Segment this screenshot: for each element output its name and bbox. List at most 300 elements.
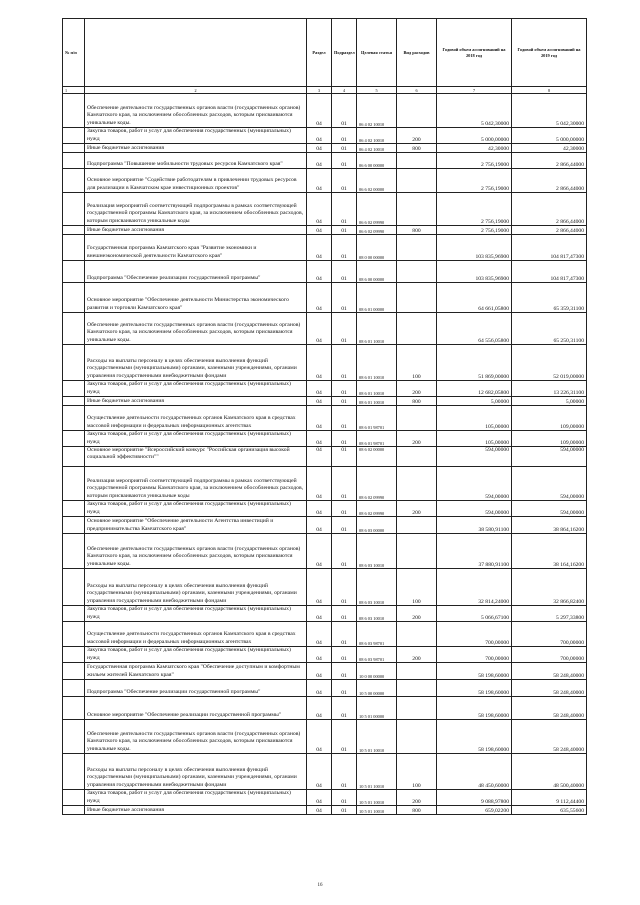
- cell-volume-2018: 2 756,19000: [437, 153, 512, 169]
- cell-section: 04: [307, 235, 332, 261]
- cell-number: [63, 647, 85, 663]
- cell-volume-2019: 42,30000: [512, 144, 587, 153]
- cell-number: [63, 345, 85, 381]
- cell-item-name: Основное мероприятие "Обеспечение деятельности Агентства инвестиций и предпринимательства Камчатского края": [85, 517, 307, 534]
- cell-target-item: 08 6 03 10010: [357, 606, 397, 622]
- cell-section: 04: [307, 226, 332, 235]
- cell-expense-type: [397, 534, 437, 569]
- cell-volume-2019: 58 248,40000: [512, 680, 587, 697]
- cell-subsection: 01: [332, 501, 357, 517]
- cell-volume-2019: 38 864,16200: [512, 517, 587, 534]
- cell-item-name: Закупка товаров, работ и услуг для обеспечения государственных (муниципальных) нужд: [85, 381, 307, 397]
- cell-subsection: 01: [332, 128, 357, 144]
- cell-number: [63, 381, 85, 397]
- cell-volume-2019: 58 248,40000: [512, 720, 587, 754]
- header-no: № п/п: [63, 19, 85, 87]
- cell-volume-2018: 103 835,96900: [437, 261, 512, 283]
- table-row: [63, 622, 587, 647]
- cell-subsection: 01: [332, 647, 357, 663]
- cell-volume-2018: 5 000,00000: [437, 128, 512, 144]
- cell-section: 04: [307, 283, 332, 313]
- cell-item-name: Закупка товаров, работ и услуг для обеспечения государственных (муниципальных) нужд: [85, 431, 307, 447]
- cell-item-name: Иные бюджетные ассигнования: [85, 144, 307, 153]
- cell-target-item: 06 6 00 00000: [357, 153, 397, 169]
- cell-target-item: 10 5 01 10010: [357, 754, 397, 790]
- cell-subsection: 01: [332, 193, 357, 226]
- cell-number: [63, 501, 85, 517]
- cell-section: 04: [307, 397, 332, 406]
- cell-volume-2019: 65 250,31100: [512, 313, 587, 345]
- cell-number: [63, 128, 85, 144]
- header-section: Раздел: [307, 19, 332, 87]
- cell-section: 04: [307, 144, 332, 153]
- cell-expense-type: 200: [397, 606, 437, 622]
- cell-volume-2018: 5,00000: [437, 397, 512, 406]
- cell-section: 04: [307, 663, 332, 680]
- cell-number: [63, 720, 85, 754]
- cell-volume-2018: 9 088,97800: [437, 790, 512, 806]
- cell-subsection: 01: [332, 226, 357, 235]
- cell-item-name: Основное мероприятие "Содействие работодателям в привлечении трудовых ресурсов для реализации в Камчатском крае инвестиционных проектов": [85, 169, 307, 193]
- table-row: [63, 94, 587, 128]
- cell-target-item: 06 4 02 10010: [357, 94, 397, 128]
- cell-subsection: 01: [332, 144, 357, 153]
- cell-item-name: Закупка товаров, работ и услуг для обеспечения государственных (муниципальных) нужд: [85, 128, 307, 144]
- cell-target-item: 08 6 03 10010: [357, 569, 397, 606]
- cell-target-item: 08 6 03 10010: [357, 534, 397, 569]
- cell-section: 04: [307, 790, 332, 806]
- cell-expense-type: 200: [397, 128, 437, 144]
- cell-section: 04: [307, 467, 332, 501]
- cell-volume-2019: 5 042,30000: [512, 94, 587, 128]
- column-number: 4: [332, 87, 357, 94]
- cell-number: [63, 261, 85, 283]
- table-row: [63, 663, 587, 680]
- cell-volume-2018: 42,30000: [437, 144, 512, 153]
- cell-volume-2018: 5 042,30000: [437, 94, 512, 128]
- table-row: [63, 680, 587, 697]
- table-row: [63, 235, 587, 261]
- cell-target-item: 08 6 01 10010: [357, 313, 397, 345]
- cell-section: 04: [307, 697, 332, 720]
- cell-target-item: 08 6 01 10010: [357, 397, 397, 406]
- cell-number: [63, 697, 85, 720]
- cell-volume-2018: 594,00000: [437, 501, 512, 517]
- cell-volume-2018: 12 682,05800: [437, 381, 512, 397]
- cell-expense-type: [397, 622, 437, 647]
- cell-volume-2018: 58 198,60000: [437, 663, 512, 680]
- header-name: [85, 19, 307, 87]
- header-volume-2019: Годовой объем ассигнований на 2019 год: [512, 19, 587, 87]
- cell-item-name: Основное мероприятие "Обеспечение деятельности Министерства экономического развития и торговли Камчатского края": [85, 283, 307, 313]
- cell-target-item: 06 4 02 10010: [357, 128, 397, 144]
- cell-item-name: Основное мероприятие "Обеспечение реализации государственной программы": [85, 697, 307, 720]
- cell-subsection: 01: [332, 663, 357, 680]
- cell-target-item: 10 0 00 00000: [357, 663, 397, 680]
- column-number-row: [63, 87, 587, 94]
- cell-subsection: 01: [332, 261, 357, 283]
- cell-volume-2019: 13 226,31100: [512, 381, 587, 397]
- cell-number: [63, 622, 85, 647]
- cell-section: 04: [307, 261, 332, 283]
- cell-item-name: Подпрограмма "Обеспечение реализации государственной программы": [85, 680, 307, 697]
- column-number: 6: [397, 87, 437, 94]
- table-row: [63, 720, 587, 754]
- cell-subsection: 01: [332, 431, 357, 447]
- cell-number: [63, 806, 85, 815]
- cell-target-item: 06 4 02 10010: [357, 144, 397, 153]
- cell-expense-type: [397, 153, 437, 169]
- table-row: [63, 169, 587, 193]
- cell-section: 04: [307, 128, 332, 144]
- cell-target-item: 08 6 01 00000: [357, 283, 397, 313]
- cell-target-item: 08 6 00 00000: [357, 261, 397, 283]
- table-row: [63, 128, 587, 144]
- table-row: [63, 313, 587, 345]
- cell-item-name: Осуществление деятельности государственных органов Камчатского края в средствах массовой информации и федеральных информационных агентствах: [85, 622, 307, 647]
- cell-volume-2019: 52 019,00000: [512, 345, 587, 381]
- cell-volume-2018: 2 756,19000: [437, 226, 512, 235]
- cell-expense-type: [397, 94, 437, 128]
- cell-expense-type: [397, 169, 437, 193]
- cell-expense-type: 200: [397, 431, 437, 447]
- table-row: [63, 153, 587, 169]
- cell-section: 04: [307, 606, 332, 622]
- cell-target-item: 08 6 03 00000: [357, 517, 397, 534]
- cell-item-name: Расходы на выплаты персоналу в целях обеспечения выполнения функций государственными (муниципальными) органами, казенными учреждениями, органами управления государственными внебюджетными фондами: [85, 569, 307, 606]
- table-row: [63, 406, 587, 431]
- cell-number: [63, 144, 85, 153]
- cell-subsection: 01: [332, 697, 357, 720]
- cell-section: 04: [307, 94, 332, 128]
- cell-item-name: Обеспечение деятельности государственных органов власти (государственных органов) Камчатского края, за исключением обособленных расходов, которым присваиваются уникальные коды.: [85, 720, 307, 754]
- cell-expense-type: [397, 283, 437, 313]
- page-number: 16: [317, 883, 323, 888]
- cell-subsection: 01: [332, 606, 357, 622]
- cell-volume-2019: 2 866,44000: [512, 153, 587, 169]
- cell-expense-type: [397, 517, 437, 534]
- cell-target-item: 10 5 01 10010: [357, 806, 397, 815]
- cell-volume-2018: 64 556,05800: [437, 313, 512, 345]
- cell-expense-type: [397, 663, 437, 680]
- cell-number: [63, 534, 85, 569]
- cell-section: 04: [307, 381, 332, 397]
- cell-number: [63, 431, 85, 447]
- cell-volume-2019: 5,00000: [512, 397, 587, 406]
- cell-expense-type: [397, 406, 437, 431]
- cell-expense-type: 200: [397, 647, 437, 663]
- cell-volume-2019: 2 866,44000: [512, 169, 587, 193]
- cell-volume-2018: 103 835,96900: [437, 235, 512, 261]
- table-row: [63, 283, 587, 313]
- cell-subsection: 01: [332, 569, 357, 606]
- table-row: [63, 606, 587, 622]
- cell-volume-2019: 5 000,00000: [512, 128, 587, 144]
- cell-volume-2018: 51 869,00000: [437, 345, 512, 381]
- cell-item-name: Обеспечение деятельности государственных органов власти (государственных органов) Камчатского края, за исключением обособленных расходов, которым присваиваются уникальные коды.: [85, 534, 307, 569]
- table-row: [63, 397, 587, 406]
- cell-expense-type: 800: [397, 144, 437, 153]
- table-row: [63, 569, 587, 606]
- cell-section: 04: [307, 680, 332, 697]
- cell-target-item: 08 6 03 98701: [357, 622, 397, 647]
- cell-subsection: 01: [332, 153, 357, 169]
- table-row: [63, 534, 587, 569]
- cell-volume-2018: 594,00000: [437, 467, 512, 501]
- table-row: [63, 467, 587, 501]
- cell-item-name: Подпрограмма "Обеспечение реализации государственной программы": [85, 261, 307, 283]
- column-number: 3: [307, 87, 332, 94]
- cell-target-item: 08 6 01 98701: [357, 431, 397, 447]
- cell-number: [63, 467, 85, 501]
- cell-section: 04: [307, 193, 332, 226]
- header-volume-2018: Годовой объем ассигнований на 2018 год: [437, 19, 512, 87]
- cell-item-name: Обеспечение деятельности государственных органов власти (государственных органов) Камчатского края, за исключением обособленных расходов, которым присваиваются уникальные коды.: [85, 313, 307, 345]
- cell-expense-type: [397, 193, 437, 226]
- cell-volume-2018: 2 756,19000: [437, 193, 512, 226]
- cell-volume-2018: 64 661,05800: [437, 283, 512, 313]
- cell-subsection: 01: [332, 622, 357, 647]
- cell-item-name: Обеспечение деятельности государственных органов власти (государственных органов) Камчатского края, за исключением обособленных расходов, которым присваиваются уникальные коды.: [85, 94, 307, 128]
- cell-volume-2018: 32 814,24000: [437, 569, 512, 606]
- cell-number: [63, 94, 85, 128]
- table-row: [63, 754, 587, 790]
- cell-volume-2018: 700,00000: [437, 622, 512, 647]
- cell-item-name: Иные бюджетные ассигнования: [85, 226, 307, 235]
- cell-volume-2018: 58 198,60000: [437, 697, 512, 720]
- cell-expense-type: [397, 467, 437, 501]
- cell-expense-type: 200: [397, 501, 437, 517]
- table-row: [63, 345, 587, 381]
- cell-target-item: 10 5 00 00000: [357, 680, 397, 697]
- cell-volume-2018: 594,00000: [437, 447, 512, 467]
- cell-volume-2018: 105,00000: [437, 406, 512, 431]
- cell-subsection: 01: [332, 169, 357, 193]
- cell-number: [63, 517, 85, 534]
- cell-target-item: 10 5 01 10010: [357, 790, 397, 806]
- cell-volume-2019: 2 866,44000: [512, 226, 587, 235]
- cell-volume-2018: 37 880,91100: [437, 534, 512, 569]
- column-number: 5: [357, 87, 397, 94]
- table-row: [63, 790, 587, 806]
- cell-expense-type: [397, 447, 437, 467]
- cell-item-name: Государственная программа Камчатского края "Обеспечение доступным и комфортным жильем жителей Камчатского края": [85, 663, 307, 680]
- cell-subsection: 01: [332, 806, 357, 815]
- cell-item-name: Реализация мероприятий соответствующей подпрограммы в рамках соответствующей государственной программы Камчатского края, за исключением обособленных расходов, которым присваиваются уникальные коды: [85, 193, 307, 226]
- column-number: 1: [63, 87, 85, 94]
- table-row: [63, 193, 587, 226]
- budget-table: [62, 18, 587, 815]
- cell-number: [63, 790, 85, 806]
- cell-section: 04: [307, 517, 332, 534]
- cell-target-item: 08 0 00 00000: [357, 235, 397, 261]
- cell-expense-type: [397, 261, 437, 283]
- cell-section: 04: [307, 569, 332, 606]
- cell-expense-type: 800: [397, 806, 437, 815]
- cell-section: 04: [307, 447, 332, 467]
- cell-volume-2018: 2 756,19000: [437, 169, 512, 193]
- table-row: [63, 144, 587, 153]
- column-number: 8: [512, 87, 587, 94]
- cell-volume-2019: 5 297,33800: [512, 606, 587, 622]
- cell-number: [63, 193, 85, 226]
- cell-item-name: Закупка товаров, работ и услуг для обеспечения государственных (муниципальных) нужд: [85, 790, 307, 806]
- cell-volume-2019: 32 866,82400: [512, 569, 587, 606]
- cell-expense-type: [397, 313, 437, 345]
- cell-number: [63, 406, 85, 431]
- cell-target-item: 08 6 02 09990: [357, 467, 397, 501]
- cell-target-item: 08 6 02 09990: [357, 501, 397, 517]
- cell-subsection: 01: [332, 467, 357, 501]
- cell-item-name: Закупка товаров, работ и услуг для обеспечения государственных (муниципальных) нужд: [85, 647, 307, 663]
- cell-subsection: 01: [332, 680, 357, 697]
- cell-subsection: 01: [332, 447, 357, 467]
- cell-expense-type: 100: [397, 754, 437, 790]
- cell-subsection: 01: [332, 94, 357, 128]
- cell-number: [63, 283, 85, 313]
- cell-subsection: 01: [332, 235, 357, 261]
- cell-number: [63, 153, 85, 169]
- cell-volume-2019: 2 866,44000: [512, 193, 587, 226]
- cell-volume-2019: 594,00000: [512, 467, 587, 501]
- cell-target-item: 08 6 01 10010: [357, 381, 397, 397]
- cell-item-name: Реализация мероприятий соответствующей подпрограммы в рамках соответствующей государственной программы Камчатского края, за исключением обособленных расходов, которым присваиваются уникальные коды: [85, 467, 307, 501]
- cell-item-name: Осуществление деятельности государственных органов Камчатского края в средствах массовой информации и федеральных информационных агентствах: [85, 406, 307, 431]
- cell-volume-2018: 48 450,60000: [437, 754, 512, 790]
- cell-expense-type: [397, 720, 437, 754]
- table-row: [63, 381, 587, 397]
- cell-item-name: Основное мероприятие "Всероссийский конкурс "Российская организация высокой социальной эффективности"": [85, 447, 307, 467]
- cell-item-name: Иные бюджетные ассигнования: [85, 397, 307, 406]
- cell-subsection: 01: [332, 345, 357, 381]
- cell-section: 04: [307, 534, 332, 569]
- cell-number: [63, 606, 85, 622]
- cell-section: 04: [307, 169, 332, 193]
- cell-section: 04: [307, 345, 332, 381]
- cell-volume-2018: 659,02200: [437, 806, 512, 815]
- header-subsection: Подраздел: [332, 19, 357, 87]
- cell-number: [63, 754, 85, 790]
- cell-volume-2019: 9 112,44400: [512, 790, 587, 806]
- cell-volume-2019: 104 817,47300: [512, 235, 587, 261]
- cell-volume-2019: 104 817,47300: [512, 261, 587, 283]
- cell-volume-2019: 109,00000: [512, 431, 587, 447]
- cell-volume-2019: 48 500,40000: [512, 754, 587, 790]
- cell-item-name: Подпрограмма "Повышение мобильности трудовых ресурсов Камчатского края": [85, 153, 307, 169]
- cell-section: 04: [307, 431, 332, 447]
- cell-section: 04: [307, 406, 332, 431]
- cell-subsection: 01: [332, 754, 357, 790]
- cell-expense-type: [397, 697, 437, 720]
- table-row: [63, 226, 587, 235]
- cell-subsection: 01: [332, 534, 357, 569]
- cell-volume-2018: 58 198,60000: [437, 680, 512, 697]
- cell-volume-2019: 58 248,40000: [512, 663, 587, 680]
- table-row: [63, 431, 587, 447]
- cell-expense-type: 800: [397, 397, 437, 406]
- table-row: [63, 447, 587, 467]
- cell-target-item: 08 6 01 10010: [357, 345, 397, 381]
- table-row: [63, 517, 587, 534]
- cell-volume-2018: 105,00000: [437, 431, 512, 447]
- cell-subsection: 01: [332, 720, 357, 754]
- cell-volume-2019: 594,00000: [512, 447, 587, 467]
- cell-volume-2019: 109,00000: [512, 406, 587, 431]
- table-row: [63, 647, 587, 663]
- cell-number: [63, 169, 85, 193]
- cell-subsection: 01: [332, 381, 357, 397]
- cell-expense-type: 200: [397, 790, 437, 806]
- cell-volume-2018: 58 198,60000: [437, 720, 512, 754]
- cell-volume-2018: 38 580,91100: [437, 517, 512, 534]
- cell-section: 04: [307, 501, 332, 517]
- cell-subsection: 01: [332, 397, 357, 406]
- cell-expense-type: 100: [397, 345, 437, 381]
- cell-number: [63, 226, 85, 235]
- table-row: [63, 697, 587, 720]
- cell-section: 04: [307, 720, 332, 754]
- cell-target-item: 06 6 02 00000: [357, 169, 397, 193]
- cell-volume-2019: 65 359,31100: [512, 283, 587, 313]
- table-row: [63, 261, 587, 283]
- table-row: [63, 806, 587, 815]
- cell-volume-2019: 38 164,16200: [512, 534, 587, 569]
- table-row: [63, 501, 587, 517]
- cell-item-name: Закупка товаров, работ и услуг для обеспечения государственных (муниципальных) нужд: [85, 501, 307, 517]
- cell-subsection: 01: [332, 790, 357, 806]
- cell-expense-type: 800: [397, 226, 437, 235]
- cell-target-item: 08 6 03 98701: [357, 647, 397, 663]
- cell-volume-2019: 594,00000: [512, 501, 587, 517]
- cell-expense-type: [397, 680, 437, 697]
- cell-volume-2019: 700,00000: [512, 647, 587, 663]
- cell-subsection: 01: [332, 313, 357, 345]
- cell-section: 04: [307, 153, 332, 169]
- cell-expense-type: 200: [397, 381, 437, 397]
- cell-volume-2019: 635,55600: [512, 806, 587, 815]
- cell-target-item: 06 6 02 09990: [357, 226, 397, 235]
- header-expense-type: Вид расходов: [397, 19, 437, 87]
- cell-target-item: 06 6 02 09990: [357, 193, 397, 226]
- cell-volume-2019: 58 248,40000: [512, 697, 587, 720]
- cell-volume-2018: 700,00000: [437, 647, 512, 663]
- header-row: [63, 19, 587, 87]
- cell-item-name: Государственная программа Камчатского края "Развитие экономики и внешнеэкономической деятельности Камчатского края": [85, 235, 307, 261]
- cell-target-item: 08 6 02 00000: [357, 447, 397, 467]
- cell-number: [63, 663, 85, 680]
- cell-section: 04: [307, 313, 332, 345]
- cell-item-name: Закупка товаров, работ и услуг для обеспечения государственных (муниципальных) нужд: [85, 606, 307, 622]
- cell-subsection: 01: [332, 406, 357, 431]
- cell-target-item: 10 5 01 10010: [357, 720, 397, 754]
- cell-number: [63, 680, 85, 697]
- cell-section: 04: [307, 754, 332, 790]
- column-number: 2: [85, 87, 307, 94]
- cell-target-item: 08 6 01 98701: [357, 406, 397, 431]
- cell-item-name: Иные бюджетные ассигнования: [85, 806, 307, 815]
- header-target-item: Целевая статья: [357, 19, 397, 87]
- cell-section: 04: [307, 622, 332, 647]
- cell-item-name: Расходы на выплаты персоналу в целях обеспечения выполнения функций государственными (муниципальными) органами, казенными учреждениями, органами управления государственными внебюджетными фондами: [85, 345, 307, 381]
- cell-expense-type: 100: [397, 569, 437, 606]
- column-number: 7: [437, 87, 512, 94]
- cell-number: [63, 397, 85, 406]
- cell-section: 04: [307, 647, 332, 663]
- cell-volume-2018: 5 066,67100: [437, 606, 512, 622]
- cell-number: [63, 313, 85, 345]
- cell-subsection: 01: [332, 517, 357, 534]
- cell-item-name: Расходы на выплаты персоналу в целях обеспечения выполнения функций государственными (муниципальными) органами, казенными учреждениями, органами управления государственными внебюджетными фондами: [85, 754, 307, 790]
